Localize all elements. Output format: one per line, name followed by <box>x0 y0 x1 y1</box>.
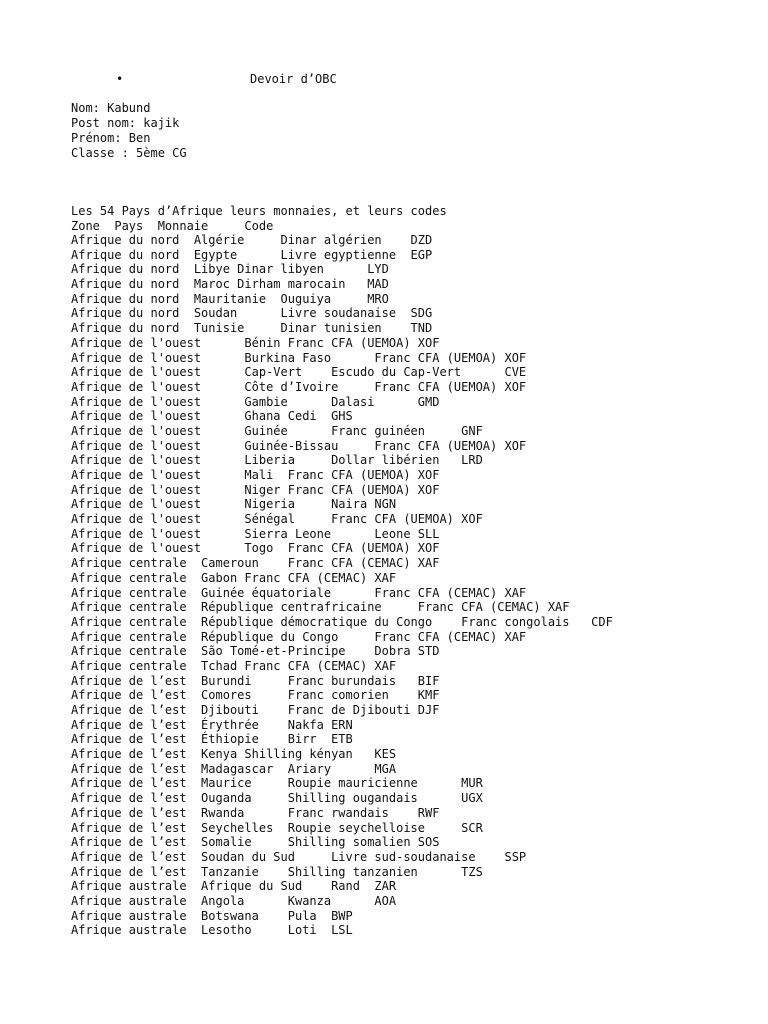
table-row: Afrique de l'ouest Nigeria Naira NGN <box>71 497 397 512</box>
table-row: Afrique de l’est Madagascar Ariary MGA <box>71 761 397 776</box>
table-row: Afrique de l’est Rwanda Franc rwandais RWF <box>71 805 440 820</box>
table-row: Afrique de l'ouest Guinée-Bissau Franc CFA (UEMOA) XOF <box>71 438 527 453</box>
country-table <box>71 233 613 938</box>
table-row: Afrique de l'ouest Gambie Dalasi GMD <box>71 394 440 409</box>
table-row: Afrique australe Afrique du Sud Rand ZAR <box>71 879 397 894</box>
student-classe: Classe : 5ème CG <box>71 146 187 160</box>
table-row: Afrique de l’est Comores Franc comorien KMF <box>71 688 440 703</box>
table-row: Afrique de l'ouest Niger Franc CFA (UEMOA) XOF <box>71 482 440 497</box>
table-row: Afrique centrale République du Congo Franc CFA (CEMAC) XAF <box>71 629 527 644</box>
table-row: Afrique australe Botswana Pula BWP <box>71 908 353 923</box>
table-row: Afrique de l'ouest Liberia Dollar libérien LRD <box>71 453 483 468</box>
intro-text: Les 54 Pays d’Afrique leurs monnaies, et leurs codes <box>71 204 447 218</box>
table-row: Afrique de l'ouest Togo Franc CFA (UEMOA) XOF <box>71 541 440 556</box>
table-row: Afrique de l'ouest Mali Franc CFA (UEMOA) XOF <box>71 468 440 482</box>
table-row: Afrique de l’est Tanzanie Shilling tanzanien TZS <box>71 864 483 879</box>
table-row: Afrique du nord Algérie Dinar algérien DZD <box>71 233 433 247</box>
table-row: Afrique de l'ouest Cap-Vert Escudo du Cap-Vert CVE <box>71 365 527 380</box>
table-row: Afrique de l’est Soudan du Sud Livre sud-soudanaise SSP <box>71 849 527 864</box>
table-row: Afrique de l'ouest Bénin Franc CFA (UEMOA) XOF <box>71 335 440 350</box>
table-row: Afrique de l'ouest Ghana Cedi GHS <box>71 409 353 424</box>
list-bullet: • <box>116 72 124 86</box>
table-row: Afrique de l'ouest Sierra Leone Leone SLL <box>71 526 440 541</box>
student-nom: Nom: Kabund <box>71 101 151 115</box>
table-row: Afrique australe Lesotho Loti LSL <box>71 923 353 938</box>
table-row: Afrique du nord Egypte Livre egyptienne EGP <box>71 247 433 262</box>
table-row: Afrique du nord Libye Dinar libyen LYD <box>71 262 389 277</box>
table-row: Afrique du nord Tunisie Dinar tunisien TND <box>71 321 433 336</box>
table-row: Afrique de l’est Djibouti Franc de Djibouti DJF <box>71 703 440 717</box>
table-row: Afrique de l’est Érythrée Nakfa ERN <box>71 717 353 732</box>
table-row: Afrique de l’est Kenya Shilling kényan KES <box>71 747 397 762</box>
table-row: Afrique de l’est Maurice Roupie mauricienne MUR <box>71 776 483 791</box>
table-row: Afrique centrale São Tomé-et-Principe Dobra STD <box>71 644 440 659</box>
table-row: Afrique australe Angola Kwanza AOA <box>71 893 397 908</box>
table-row: Afrique de l'ouest Sénégal Franc CFA (UEMOA) XOF <box>71 512 483 527</box>
table-row: Afrique du nord Mauritanie Ouguiya MRO <box>71 291 389 306</box>
table-row: Afrique centrale République démocratique du Congo Franc congolais CDF <box>71 614 613 629</box>
table-row: Afrique centrale Tchad Franc CFA (CEMAC) XAF <box>71 658 397 673</box>
document-title: Devoir d’OBC <box>250 72 337 86</box>
table-row: Afrique centrale Gabon Franc CFA (CEMAC) XAF <box>71 570 397 585</box>
table-row: Afrique de l’est Ouganda Shilling ougandais UGX <box>71 791 483 806</box>
table-row: Afrique de l’est Somalie Shilling somalien SOS <box>71 835 440 850</box>
table-row: Afrique de l'ouest Guinée Franc guinéen GNF <box>71 423 483 438</box>
table-row: Afrique de l’est Burundi Franc burundais BIF <box>71 673 440 688</box>
table-row: Afrique centrale République centrafricaine Franc CFA (CEMAC) XAF <box>71 600 570 615</box>
table-row: Afrique du nord Maroc Dirham marocain MAD <box>71 277 389 292</box>
table-row: Afrique de l’est Seychelles Roupie seychelloise SCR <box>71 820 483 835</box>
table-row: Afrique du nord Soudan Livre soudanaise SDG <box>71 306 433 321</box>
table-row: Afrique centrale Guinée équatoriale Franc CFA (CEMAC) XAF <box>71 585 527 600</box>
table-row: Afrique centrale Cameroun Franc CFA (CEMAC) XAF <box>71 556 440 571</box>
table-row: Afrique de l'ouest Côte d’Ivoire Franc CFA (UEMOA) XOF <box>71 379 527 394</box>
table-row: Afrique de l’est Éthiopie Birr ETB <box>71 732 353 747</box>
student-prenom: Prénom: Ben <box>71 131 151 145</box>
student-post-nom: Post nom: kajik <box>71 116 180 130</box>
column-headers: Zone Pays Monnaie Code <box>71 219 274 233</box>
table-row: Afrique de l'ouest Burkina Faso Franc CFA (UEMOA) XOF <box>71 350 527 365</box>
